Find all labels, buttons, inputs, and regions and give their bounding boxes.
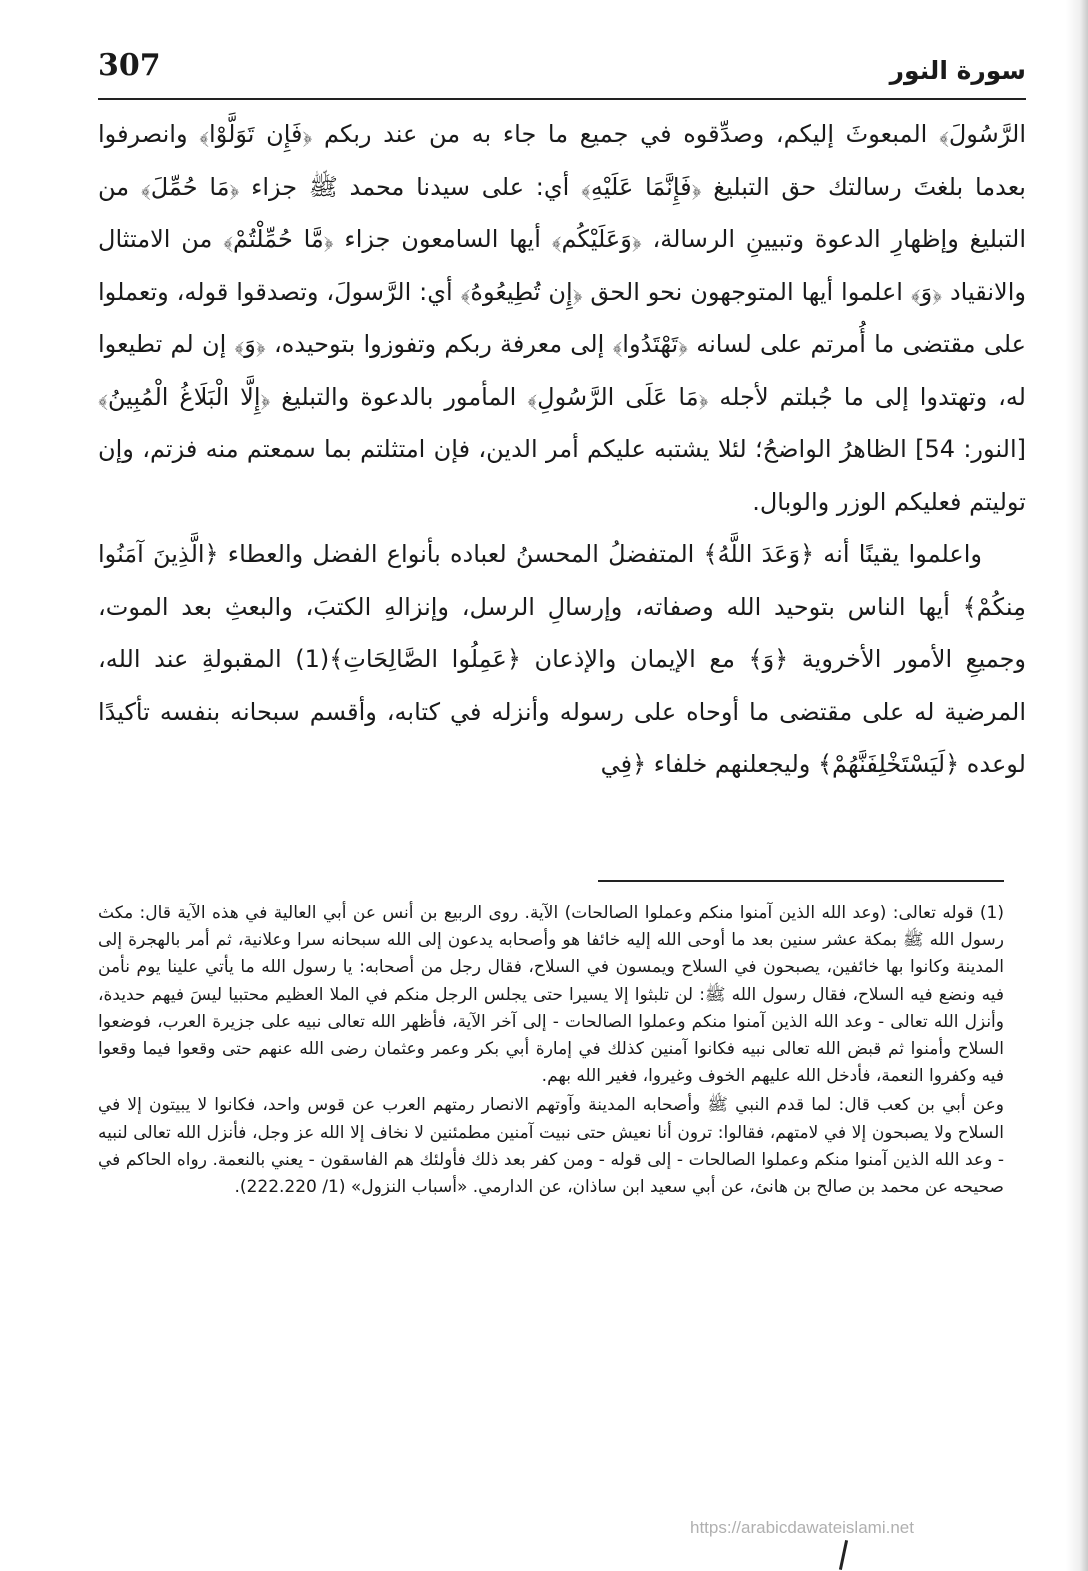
body-paragraph: واعلموا يقينًا أنه ﴿وَعَدَ اللَّهُ﴾ المتفضلُ المحسنُ لعباده بأنواع الفضل والعطاء ﴿الَّذِينَ آمَنُوا مِنكُمْ﴾ أيها الناس بتوحيد الله وصفاته، وإرسالِ الرسل، وإنزالهِ الكتبَ، والبعثِ بعد الموت، وجميعِ الأمور الأخروية ﴿وَ﴾ مع الإيمان والإذعان ﴿عَمِلُوا الصَّالِحَاتِ﴾(1) المقبولةِ عند الله، المرضية له على مقتضى ما أوحاه على رسوله وأنزله في كتابه، وأقسم سبحانه بنفسه تأكيدًا لوعده ﴿لَيَسْتَخْلِفَنَّهُمْ﴾ وليجعلنهم خلفاء ﴿فِي: [98, 540, 1026, 778]
surah-title: سورة النور: [889, 56, 1026, 85]
footnote-separator: [598, 880, 1004, 882]
page-number: 307: [98, 48, 161, 83]
footnotes: [98, 900, 1004, 1460]
watermark-url: https://arabicdawateislami.net: [690, 1518, 914, 1537]
main-body-text: [98, 108, 1026, 868]
page-header: [98, 40, 1026, 100]
footnote-paragraph: وعن أبي بن كعب قال: لما قدم النبي ﷺ وأصحابه المدينة وآوتهم الانصار رمتهم العرب عن قوس واحد، فكانوا لا يبيتون إلا في السلاح ولا يصبحون إلا في لامتهم، فقالوا: ترون أنا نعيش حتى نبيت آمنين مطمئنين لا نخاف إلا الله عز وجل، فأنزل الله تعالى لنبيه - وعد الله الذين آمنوا منكم وعملوا الصالحات - إلى قوله - ومن كفر بعد ذلك فأولئك هم الفاسقون - يعني بالنعمة. رواه الحاكم في صحيحه عن محمد بن صالح بن هانئ، عن أبي سعيد ابن ساذان، عن الدارمي. «أسباب النزول» (1/ 222.220).: [98, 1095, 1004, 1198]
page-edge-shadow: [1066, 0, 1088, 1571]
footnote-paragraph: (1) قوله تعالى: (وعد الله الذين آمنوا منكم وعملوا الصالحات) الآية. روى الربيع بن أنس عن أبي العالية في هذه الآية قال: مكث رسول الله ﷺ بمكة عشر سنين بعد ما أوحى الله إليه خائفا هو وأصحابه يدعون إلى الله سبحانه سرا وعلانية، ثم أمر بالهجرة إلى المدينة وكانوا بها خائفين، يصبحون في السلاح ويمسون في السلاح، فقال رجل من أصحابه: يا رسول الله ما يأتي علينا يوم نأمن فيه ونضع فيه السلاح، فقال رسول الله ﷺ: لن تلبثوا إلا يسيرا حتى يجلس الرجل منكم في الملا العظيم محتبيا ليسَ فيهم حديدة، وأنزل الله تعالى - وعد الله الذين آمنوا منكم وعملوا الصالحات - إلى آخر الآية، فأظهر الله تعالى نبيه على جزيرة العرب، فوضعوا السلاح وأمنوا ثم قبض الله تعالى نبيه فكانوا آمنين كذلك في إمارة أبي بكر وعمر وعثمان رضى الله عنهم حتى وقعوا فيما وقعوا فيه وكفروا النعمة، فأدخل الله عليهم الخوف وغيروا، فغير الله بهم.: [98, 903, 1004, 1087]
pen-mark: [839, 1540, 848, 1570]
body-paragraph: الرَّسُولَ﴾ المبعوثَ إليكم، وصدِّقوه في جميع ما جاء به من عند ربكم ﴿فَإِن تَوَلَّوْا﴾ وانصرفوا بعدما بلغتَ رسالتك حق التبليغ ﴿فَإِنَّمَا عَلَيْهِ﴾ أي: على سيدنا محمد ﷺ جزاء ﴿مَا حُمِّلَ﴾ من التبليغ وإظهارِ الدعوة وتبيينِ الرسالة، ﴿وَعَلَيْكُم﴾ أيها السامعون جزاء ﴿مَّا حُمِّلْتُمْ﴾ من الامتثال والانقياد ﴿وَ﴾ اعلموا أيها المتوجهون نحو الحق ﴿إِن تُطِيعُوهُ﴾ أي: الرَّسولَ، وتصدقوا قوله، وتعملوا على مقتضى ما أُمرتم على لسانه ﴿تَهْتَدُوا﴾ إلى معرفة ربكم وتفوزوا بتوحيده، ﴿وَ﴾ إن لم تطيعوا له، وتهتدوا إلى ما جُبلتم لأجله ﴿مَا عَلَى الرَّسُولِ﴾ المأمور بالدعوة والتبليغ ﴿إِلَّا الْبَلَاغُ الْمُبِينُ﴾ [النور: 54] الظاهرُ الواضحُ؛ لئلا يشتبه عليكم أمر الدين، فإن امتثلتم بما سمعتم منه فزتم، وإن توليتم فعليكم الوزر والوبال.: [98, 120, 1026, 516]
